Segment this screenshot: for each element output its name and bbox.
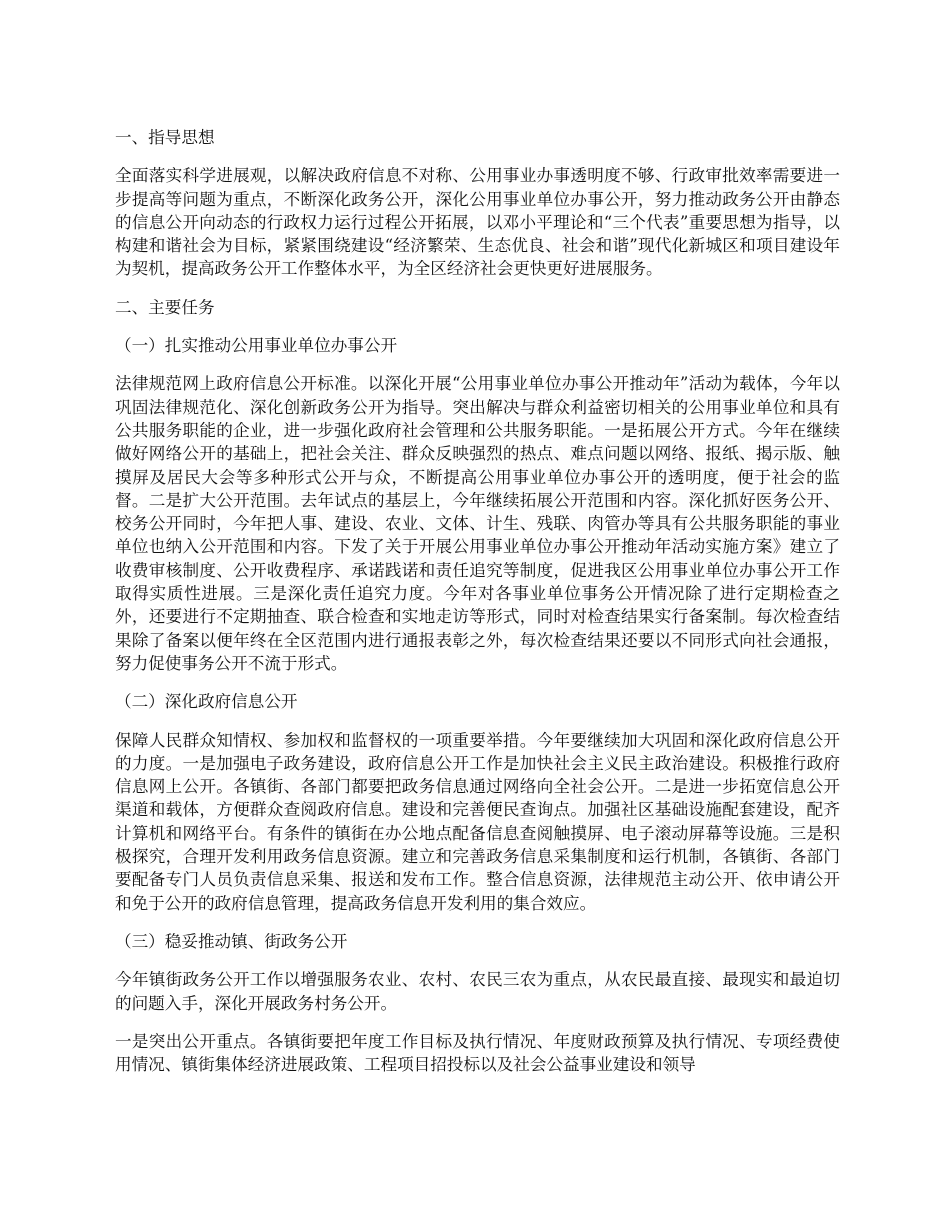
section-heading-guiding-ideology: 一、指导思想 [115,128,215,147]
subsection-heading-government-info: （二）深化政府信息公开 [115,692,298,712]
subsection-heading-public-institutions: （一）扎实推动公用事业单位办事公开 [115,336,398,356]
paragraph-public-institutions: 法律规范网上政府信息公开标准。以深化开展“公用事业单位办事公开推动年”活动为载体，今年以巩固法律规范化、深化创新政务公开为指导。突出解决与群众利益密切相关的公用事业单位和具有公共服务职能的企业，进一步强化政府社会管理和公共服务职能。一是拓展公开方式。今年在继续做好网络公开的基础上，把社会关注、群众反映强烈的热点、难点问题以网络、报纸、揭示版、触摸屏及居民大会等多种形式公开与众，不断提高公用事业单位办事公开的透明度，便于社会的监督。二是扩大公开范围。去年试点的基层上，今年继续拓展公开范围和内容。深化抓好医务公开、校务公开同时，今年把人事、建设、农业、文体、计生、残联、肉管办等具有公共服务职能的事业单位也纳入公开范围和内容。下发了关于开展公用事业单位办事公开推动年活动实施方案》建立了收费审核制度、公开收费程序、承诺践诺和责任追究等制度，促进我区公用事业单位办事公开工作取得实质性进展。三是深化责任追究力度。今年对各事业单位事务公开情况除了进行定期检查之外，还要进行不定期抽查、联合检查和实地走访等形式，同时对检查结果实行备案制。每次检查结果除了备案以便年终在全区范围内进行通报表彰之外，每次检查结果还要以不同形式向社会通报，努力促使事务公开不流于形式。 [115,374,840,673]
paragraph-town-street-intro: 今年镇街政务公开工作以增强服务农业、农村、农民三农为重点，从农民最直接、最现实和最迫切的问题入手，深化开展政务村务公开。 [115,970,840,1013]
document-body [115,126,840,1091]
paragraph-guiding-ideology: 全面落实科学进展观，以解决政府信息不对称、公用事业办事透明度不够、行政审批效率需要进一步提高等问题为重点，不断深化政务公开，深化公用事业单位办事公开，努力推动政务公开由静态的信息公开向动态的行政权力运行过程公开拓展，以邓小平理论和“三个代表”重要思想为指导，以构建和谐社会为目标，紧紧围绕建设“经济繁荣、生态优良、社会和谐”现代化新城区和项目建设年为契机，提高政务公开工作整体水平，为全区经济社会更快更好进展服务。 [115,166,840,279]
paragraph-government-info: 保障人民群众知情权、参加权和监督权的一项重要举措。今年要继续加大巩固和深化政府信息公开的力度。一是加强电子政务建设，政府信息公开工作是加快社会主义民主政治建设。积极推行政府信息网上公开。各镇街、各部门都要把政务信息通过网络向全社会公开。二是进一步拓宽信息公开渠道和载体，方便群众查阅政府信息。建设和完善便民查询点。加强社区基础设施配套建设，配齐计算机和网络平台。有条件的镇街在办公地点配备信息查阅触摸屏、电子滚动屏幕等设施。三是积极探究，合理开发利用政务信息资源。建立和完善政务信息采集制度和运行机制，各镇街、各部门要配备专门人员负责信息采集、报送和发布工作。整合信息资源，法律规范主动公开、依申请公开和免于公开的政府信息管理，提高政务信息开发利用的集合效应。 [115,730,840,913]
section-heading-main-tasks: 二、主要任务 [115,297,215,317]
paragraph-highlight-focus: 一是突出公开重点。各镇街要把年度工作目标及执行情况、年度财政预算及执行情况、专项经费使用情况、镇街集体经济进展政策、工程项目招投标以及社会公益事业建设和领导 [115,1031,840,1075]
subsection-heading-town-street: （三）稳妥推动镇、街政务公开 [115,931,348,951]
